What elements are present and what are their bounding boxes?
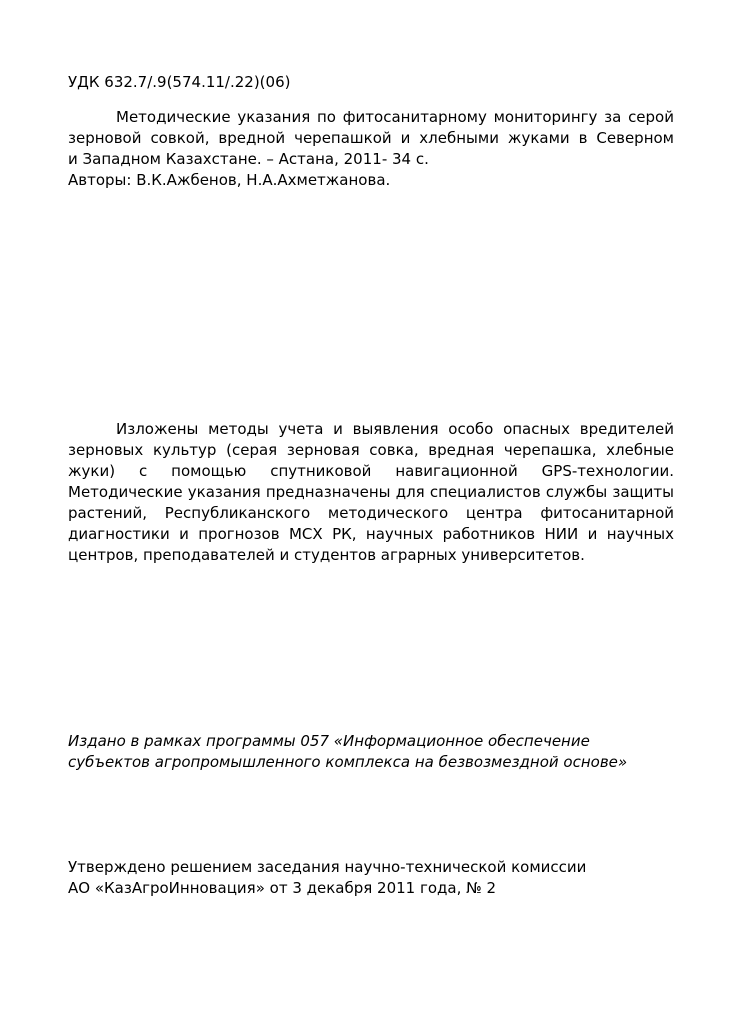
approval-note	[68, 857, 674, 899]
udk-code	[68, 72, 674, 93]
citation-block	[68, 107, 674, 170]
authors-text: Авторы: В.К.Ажбенов, Н.А.Ахметжанова.	[68, 171, 391, 189]
authors-line	[68, 170, 674, 191]
udk-line: УДК 632.7/.9(574.11/.22)(06)	[68, 73, 291, 91]
abstract-line-3: жуки) с помощью спутниковой навигационной GPS-технологии.	[68, 462, 674, 480]
abstract-line-2: зерновых культур (серая зерновая совка, вредная черепашка, хлебные	[68, 441, 674, 459]
abstract-line-5: растений, Республиканского методического центра фитосанитарной	[68, 504, 674, 522]
program-line-1: Издано в рамках программы 057 «Информационное обеспечение	[68, 732, 590, 750]
program-note	[68, 731, 674, 773]
abstract-line-4: Методические указания предназначены для специалистов службы защиты	[68, 483, 674, 501]
approval-line-1: Утверждено решением заседания научно-технической комиссии	[68, 858, 587, 876]
abstract-block	[68, 419, 674, 566]
citation-line-1: Методические указания по фитосанитарному мониторингу за серой	[116, 108, 674, 126]
abstract-line-7: центров, преподавателей и студентов аграрных университетов.	[68, 546, 585, 564]
abstract-line-1: Изложены методы учета и выявления особо опасных вредителей	[116, 420, 674, 438]
abstract-line-6: диагностики и прогнозов МСХ РК, научных работников НИИ и научных	[68, 525, 674, 543]
approval-line-2: АО «КазАгроИнновация» от 3 декабря 2011 года, № 2	[68, 879, 497, 897]
citation-line-3: и Западном Казахстане. – Астана, 2011- 34 с.	[68, 150, 429, 168]
program-line-2: субъектов агропромышленного комплекса на безвозмездной основе»	[68, 753, 628, 771]
citation-line-2: зерновой совкой, вредной черепашкой и хлебными жуками в Северном	[68, 129, 674, 147]
